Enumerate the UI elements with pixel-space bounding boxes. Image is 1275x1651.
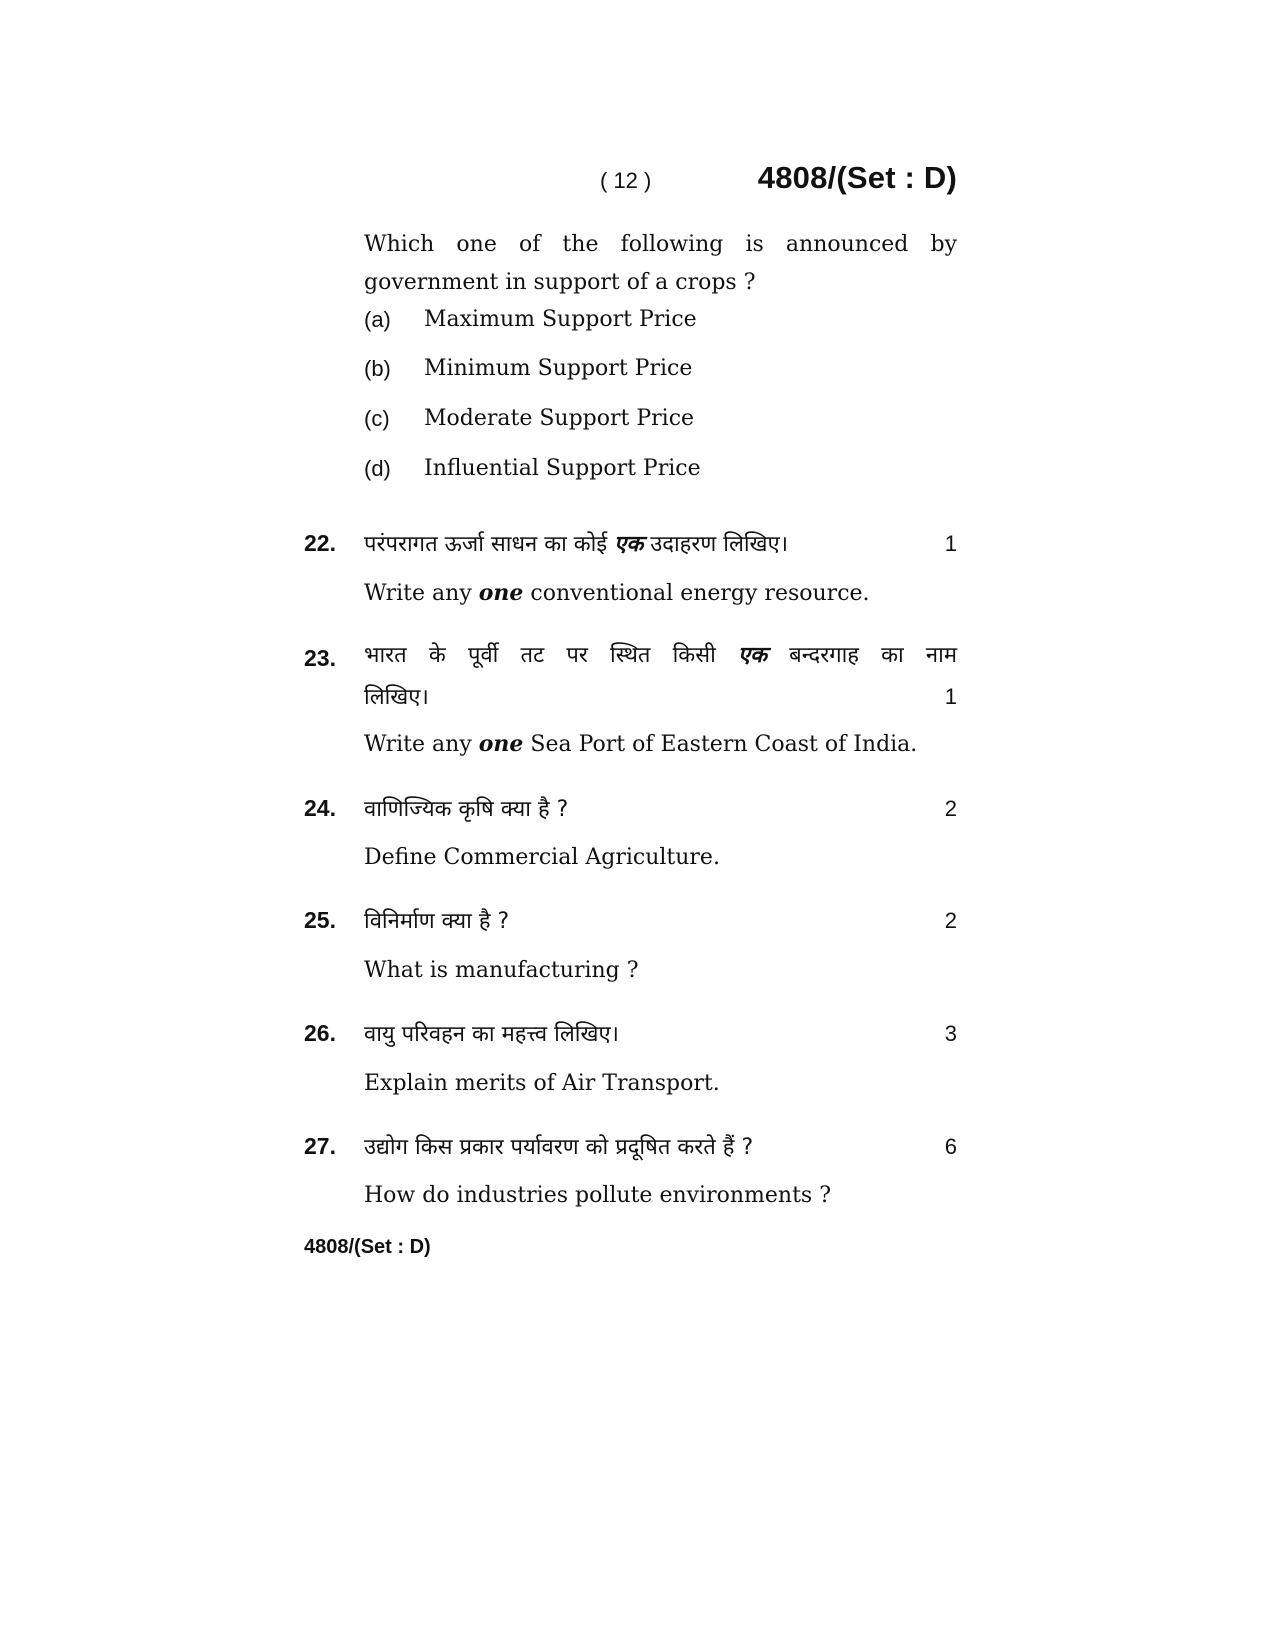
question-number: 24. (304, 795, 336, 821)
question-english: Define Commercial Agriculture. (364, 845, 720, 870)
question-english (364, 731, 917, 757)
hindi-emphasis: एक (614, 532, 644, 557)
question-number: 23. (304, 645, 336, 671)
page-number: ( 12 ) (600, 168, 652, 193)
hindi-text: बन्दरगाह का नाम (767, 643, 957, 668)
question-number: 26. (304, 1020, 336, 1046)
english-text: Write any (364, 581, 479, 606)
question-marks: 2 (944, 796, 957, 821)
option-text: Moderate Support Price (424, 406, 695, 431)
option-letter: (a) (364, 307, 391, 332)
question-number: 27. (304, 1133, 336, 1159)
footer-set-code: 4808/(Set : D) (304, 1236, 431, 1258)
question-marks: 1 (944, 684, 957, 709)
option-letter: (d) (364, 456, 391, 481)
question-marks: 6 (944, 1134, 957, 1159)
question-hindi (364, 528, 788, 558)
option-text: Minimum Support Price (424, 356, 693, 381)
question-number: 22. (304, 530, 336, 556)
english-text: conventional energy resource. (523, 581, 870, 606)
question-21-text: Which one of the following is announced by government in support of a crops ? (364, 232, 957, 295)
question-english: What is manufacturing ? (364, 958, 639, 983)
hindi-emphasis: एक (737, 643, 767, 668)
english-text: Write any (364, 732, 479, 757)
question-marks: 1 (944, 531, 957, 556)
question-number: 25. (304, 907, 336, 933)
option-letter: (b) (364, 356, 391, 381)
question-hindi-line2: लिखिए। (364, 685, 429, 710)
english-emphasis: one (478, 580, 524, 606)
question-hindi: उद्योग किस प्रकार पर्यावरण को प्रदूषित करते हैं ? (364, 1135, 754, 1160)
question-english (364, 580, 870, 606)
english-emphasis: one (478, 731, 524, 757)
hindi-text: परंपरागत ऊर्जा साधन का कोई (364, 532, 615, 557)
question-marks: 2 (944, 908, 957, 933)
question-hindi: विनिर्माण क्या है ? (364, 909, 510, 934)
hindi-text: उदाहरण लिखिए। (643, 532, 789, 557)
question-english: How do industries pollute environments ? (364, 1183, 831, 1208)
question-hindi: वायु परिवहन का महत्त्व लिखिए। (364, 1022, 619, 1047)
option-text: Influential Support Price (424, 456, 701, 481)
option-letter: (c) (364, 406, 390, 431)
question-hindi-line1 (364, 637, 957, 675)
question-marks: 3 (944, 1021, 957, 1046)
header-set-code: 4808/(Set : D) (757, 160, 957, 195)
english-text: Sea Port of Eastern Coast of India. (523, 732, 918, 757)
question-hindi: वाणिज्यिक कृषि क्या है ? (364, 797, 569, 822)
question-english: Explain merits of Air Transport. (364, 1071, 720, 1096)
option-text: Maximum Support Price (424, 307, 697, 332)
hindi-text: भारत के पूर्वी तट पर स्थित किसी (364, 643, 738, 668)
